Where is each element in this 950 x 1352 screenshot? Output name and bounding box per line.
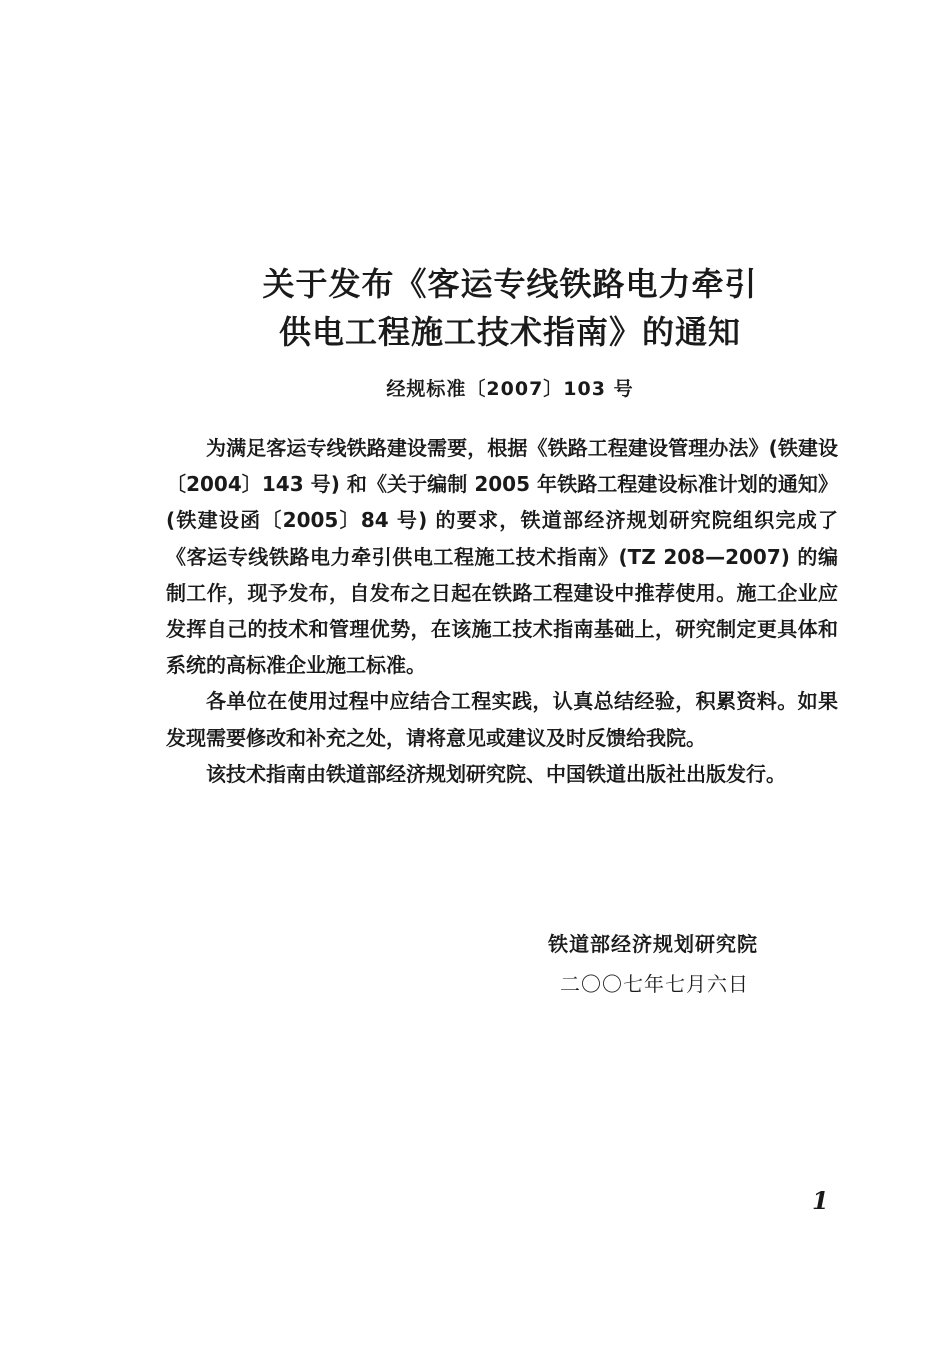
page-number: 1	[812, 1186, 829, 1215]
body-paragraph-3: 该技术指南由铁道部经济规划研究院、中国铁道出版社出版发行。	[206, 761, 786, 786]
document-title-line-1: 关于发布《客运专线铁路电力牵引	[262, 265, 758, 303]
issue-date: 二〇〇七年七月六日	[560, 972, 749, 996]
document-number: 经规标准〔2007〕103 号	[386, 378, 634, 400]
document-title-line-2: 供电工程施工技术指南》的通知	[278, 313, 741, 351]
issuer-signature: 铁道部经济规划研究院	[548, 932, 758, 956]
body-paragraph-2: 各单位在使用过程中应结合工程实践，认真总结经验，积累资料。如果发现需要修改和补充之处，请将意见或建议及时反馈给我院。	[166, 689, 838, 750]
body-paragraph-1: 为满足客运专线铁路建设需要，根据《铁路工程建设管理办法》(铁建设〔2004〕143 号) 和《关于编制 2005 年铁路工程建设标准计划的通知》(铁建设函〔2005〕84 号) 的要求，铁道部经济规划研究院组织完成了《客运专线铁路电力牵引供电工程施工技术指南》(TZ 208—2007) 的编制工作，现予发布，自发布之日起在铁路工程建设中推荐使用。施工企业应发挥自己的技术和管理优势，在该施工技术指南基础上，研究制定更具体和系统的高标准企业施工标准。	[166, 436, 838, 678]
document-body	[166, 430, 838, 792]
